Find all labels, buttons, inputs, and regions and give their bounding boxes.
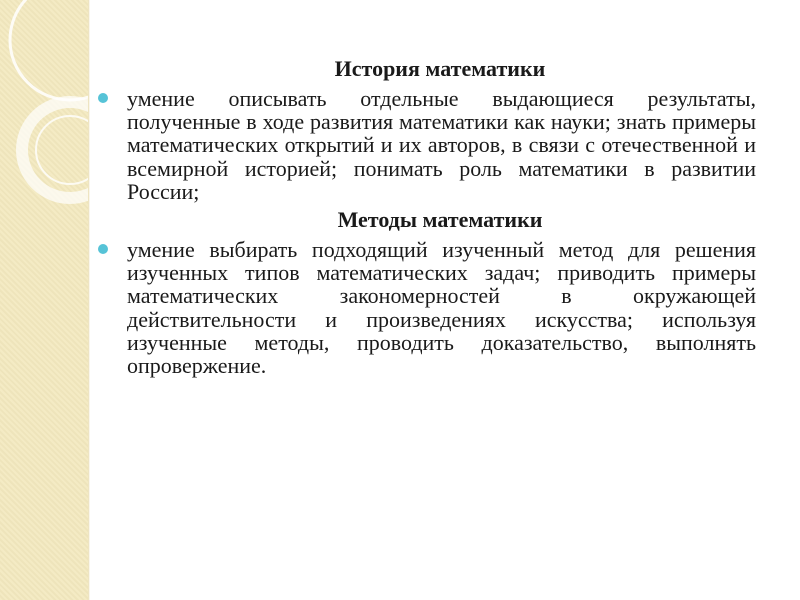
bullet-dot-icon [98,244,108,254]
bullet-item-history [96,87,756,203]
slide-content [96,56,756,381]
bullet-item-methods [96,238,756,377]
section-title-methods: Методы математики [337,207,543,233]
decorative-ring-inner [36,116,88,184]
bullet-text-methods: умение выбирать подходящий изученный метод для решения изученных типов математических задач; приводить примеры математических закономерностей в окружающей действительности и произведениях искусства; используя изученные методы, проводить доказательство, выполнять опровержение. [127,237,756,379]
bullet-text-history: умение описывать отдельные выдающиеся результаты, полученные в ходе развития математики как науки; знать примеры математических открытий и их авторов, в связи с отечественной и всемирной историей; понимать роль математики в развитии России; [127,86,756,204]
section-title-history: История математики [334,56,546,81]
bullet-dot-icon [98,93,108,103]
decorative-ring-top [10,0,88,100]
decorative-side-panel [0,0,88,600]
decorative-rings [0,0,88,600]
side-panel-edge [88,0,90,600]
